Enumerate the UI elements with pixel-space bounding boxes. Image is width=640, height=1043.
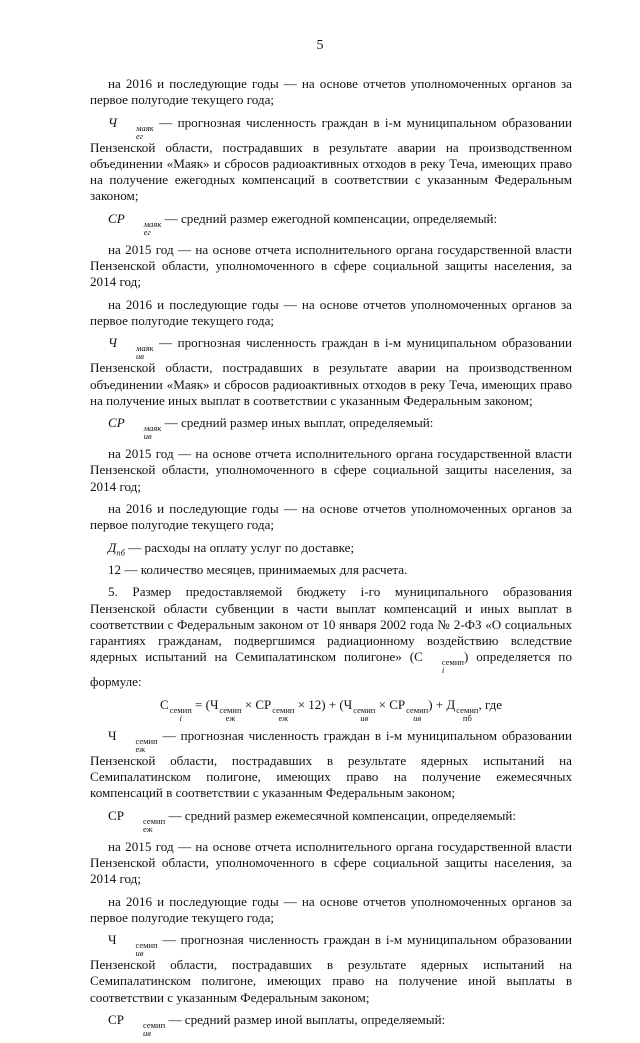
paragraph bbox=[90, 1012, 572, 1037]
paragraph-text: на 2016 и последующие годы — на основе отчетов уполномоченных органов за первое полугодие текущего года; bbox=[90, 76, 572, 108]
paragraph bbox=[90, 839, 572, 888]
paragraph bbox=[90, 415, 572, 440]
symbol-ch-mayak-iv: Ч маяк ив bbox=[108, 335, 154, 362]
symbol-cp-semip-ezh: СР семип еж bbox=[108, 807, 166, 834]
paragraph-text: ) определяется по формуле: bbox=[90, 649, 572, 690]
page-number: 5 bbox=[316, 38, 324, 53]
paragraph-text: 5. Размер предоставляемой бюджету i-го муниципального образования Пензенской области субвенции в части выплат компенсаций и иных выплат в соответствии с Федеральным законом от 10 января 2002 года № 2-ФЗ «О социальных гарантиях гражданам, подвергшимся радиационному воздействию вследствие ядерных испытаний на Семипалатинском полигоне» ( bbox=[90, 584, 572, 665]
paragraph-text: — расходы на оплату услуг по доставке; bbox=[128, 539, 355, 555]
paragraph-text: — прогнозная численность граждан в i-м муниципальном образовании Пензенской области, пострадавших в результате ядерных испытаний на Семипалатинском полигоне, имеющих право на получение иной выплаты в соответствии с указанным Федеральным законом; bbox=[90, 932, 573, 1005]
paragraph-text: — прогнозная численность граждан в i-м муниципальном образовании Пензенской области, пострадавших в результате ядерных испытаний на Семипалатинском полигоне, имеющих право на получение ежемесячных компенсаций в соответствии с указанным Федеральным законом; bbox=[90, 727, 573, 801]
paragraph bbox=[90, 115, 572, 205]
symbol-ch-semip-ezh: Ч семип еж bbox=[108, 727, 158, 754]
paragraph-text: — средний размер ежемесячной компенсации, определяемый: bbox=[168, 807, 516, 823]
formula: С семип i = (Ч семип еж × СР семип еж × 12) + (Ч семип ив × СР семип ив ) + Д семип пб , где bbox=[159, 696, 503, 723]
paragraph-text: на 2015 год — на основе отчета исполнительного органа государственной власти Пензенской области, уполномоченного в сфере социальной защиты населения, за 2014 год; bbox=[90, 241, 572, 290]
paragraph bbox=[90, 808, 572, 833]
paragraph bbox=[90, 335, 572, 409]
paragraph bbox=[90, 728, 572, 802]
symbol-cp-mayak-iv: СР маяк ив bbox=[108, 415, 162, 442]
paragraph bbox=[90, 932, 572, 1006]
symbol-c-semip-i: С семип i bbox=[414, 649, 464, 676]
paragraph bbox=[90, 76, 572, 109]
paragraph-text: — прогнозная численность граждан в i-м муниципальном образовании Пензенской области, пострадавших в результате аварии на производственном объединении «Маяк» и сбросов радиоактивных отходов в реку Теча, имеющих право на получение иных выплат в соответствии с указанным Федеральным законом; bbox=[90, 335, 573, 408]
symbol-ch-semip-iv: Ч семип ив bbox=[108, 932, 158, 959]
paragraph-text: на 2016 и последующие годы — на основе отчетов уполномоченных органов за первое полугодие текущего года; bbox=[90, 501, 572, 533]
paragraph-text: на 2016 и последующие годы — на основе отчетов уполномоченных органов за первое полугодие текущего года; bbox=[90, 893, 572, 925]
paragraph-text: на 2015 год — на основе отчета исполнительного органа государственной власти Пензенской области, уполномоченного в сфере социальной защиты населения, за 2014 год; bbox=[90, 446, 572, 494]
symbol-cp-semip-iv: СР семип ив bbox=[108, 1011, 166, 1038]
paragraph bbox=[90, 211, 572, 236]
paragraph bbox=[90, 446, 572, 495]
paragraph bbox=[90, 894, 572, 927]
paragraph bbox=[90, 242, 572, 291]
paragraph bbox=[90, 297, 572, 330]
paragraph bbox=[90, 562, 572, 578]
paragraph-text: — прогнозная численность граждан в i-м муниципальном образовании Пензенской области, пострадавших в результате аварии на производственном объединении «Маяк» и сбросов радиоактивных отходов в реку Теча, имеющих право на получение ежегодных компенсаций в соответствии с указанным Федеральным законом; bbox=[90, 114, 573, 204]
paragraph-text: — средний размер иной выплаты, определяемый: bbox=[168, 1011, 446, 1027]
paragraph bbox=[90, 584, 572, 690]
paragraph-text: — средний размер иных выплат, определяемый: bbox=[164, 415, 434, 431]
paragraph-text: 12 — количество месяцев, принимаемых для расчета. bbox=[108, 561, 408, 577]
paragraph-text: — средний размер ежегодной компенсации, определяемый: bbox=[164, 210, 498, 226]
paragraph bbox=[90, 501, 572, 534]
paragraph bbox=[90, 540, 572, 556]
document-body bbox=[90, 76, 572, 1043]
symbol-ch-mayak-eg: Ч маяк ег bbox=[108, 114, 154, 141]
paragraph-text: на 2015 год — на основе отчета исполнительного органа государственной власти Пензенской области, уполномоченного в сфере социальной защиты населения, за 2014 год; bbox=[90, 838, 572, 887]
paragraph-text: на 2016 и последующие годы — на основе отчетов уполномоченных органов за первое полугодие текущего года; bbox=[90, 296, 572, 328]
symbol-d-pb: $Д_{пб}$ bbox=[108, 539, 125, 558]
symbol-cp-mayak-eg: СР маяк ег bbox=[108, 210, 162, 237]
